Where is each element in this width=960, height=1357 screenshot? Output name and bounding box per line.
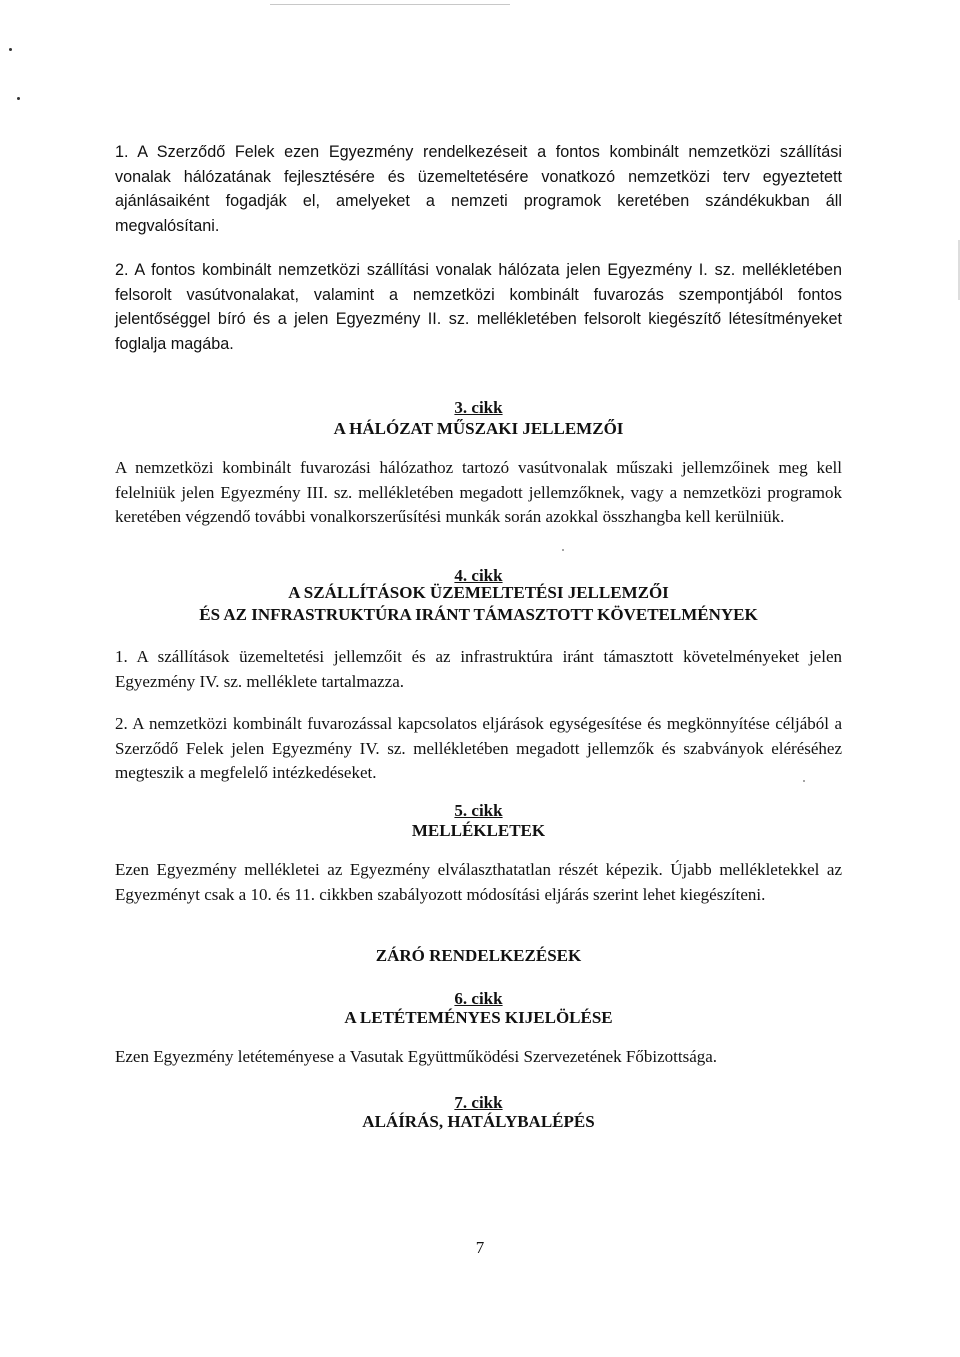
closing-provisions-heading: ZÁRÓ RENDELKEZÉSEK — [375, 946, 582, 965]
scan-speck — [562, 549, 564, 551]
paragraph-6: Ezen Egyezmény mellékletei az Egyezmény elválaszthatatlan részét képezik. Újabb mellékletekkel az Egyezményt csak a 10. és 11. cikkben szabályozott módosítási eljárás szerint lehet kiegészíteni. — [115, 860, 842, 904]
paragraph-1: 1. A Szerződő Felek ezen Egyezmény rendelkezéseit a fontos kombinált nemzetközi szállítási vonalak hálózatának fejlesztésére és üzemeltetésére vonatkozó nemzetközi terv egyeztetett ajánlásaiként fogadják el, amelyeket a nemzeti programok keretében szándékukban áll megvalósítani. — [115, 143, 842, 235]
article-7-title: ALÁÍRÁS, HATÁLYBALÉPÉS — [362, 1112, 595, 1131]
paragraph-3: A nemzetközi kombinált fuvarozási hálózathoz tartozó vasútvonalak műszaki jellemzőinek meg kell felelniük jelen Egyezmény III. sz. mellékletében megadott jellemzőknek, vagy a nemzetközi programok keretében végzendő további vonalkorszerűsítési munkák során azokkal összhangba kell kerülniük. — [115, 458, 842, 526]
article-3-title: A HÁLÓZAT MŰSZAKI JELLEMZŐI — [333, 419, 624, 438]
article-6-title: A LETÉTEMÉNYES KIJELÖLÉSE — [344, 1008, 613, 1027]
paragraph-4: 1. A szállítások üzemeltetési jellemzőit és az infrastruktúra iránt támasztott követelményeket jelen Egyezmény IV. sz. melléklete tartalmazza. — [115, 647, 842, 691]
scan-speck — [17, 97, 20, 100]
article-4-number: 4. cikk — [454, 566, 503, 585]
scan-artifact-line — [270, 4, 510, 5]
paragraph-2: 2. A fontos kombinált nemzetközi szállítási vonalak hálózata jelen Egyezmény I. sz. mellékletében felsorolt vasútvonalakat, valamint a nemzetközi kombinált fuvarozás szempontjából fontos jelentőséggel bíró és a jelen Egyezmény II. sz. mellékletében felsorolt kiegészítő létesítményeket foglalja magába. — [115, 261, 842, 353]
article-3-number: 3. cikk — [454, 398, 503, 417]
article-5-title: MELLÉKLETEK — [411, 821, 546, 840]
paragraph-5: 2. A nemzetközi kombinált fuvarozással kapcsolatos eljárások egységesítése és megkönnyítése céljából a Szerződő Felek jelen Egyezmény IV. sz. mellékletében megadott jellemzők és szabványok eléréséhez megteszik a megfelelő intézkedéseket. — [115, 714, 842, 782]
article-7-number: 7. cikk — [454, 1093, 503, 1112]
article-5-number: 5. cikk — [454, 801, 503, 820]
article-4-title-line2: ÉS AZ INFRASTRUKTÚRA IRÁNT TÁMASZTOTT KÖVETELMÉNYEK — [199, 605, 758, 624]
article-6-number: 6. cikk — [454, 989, 503, 1008]
page-number: 7 — [475, 1238, 485, 1257]
scan-speck — [9, 48, 12, 51]
article-4-title-line1: A SZÁLLÍTÁSOK ÜZEMELTETÉSI JELLEMZŐI — [288, 583, 669, 602]
paragraph-7: Ezen Egyezmény letéteményese a Vasutak Együttműködési Szervezetének Főbizottsága. — [115, 1047, 718, 1066]
